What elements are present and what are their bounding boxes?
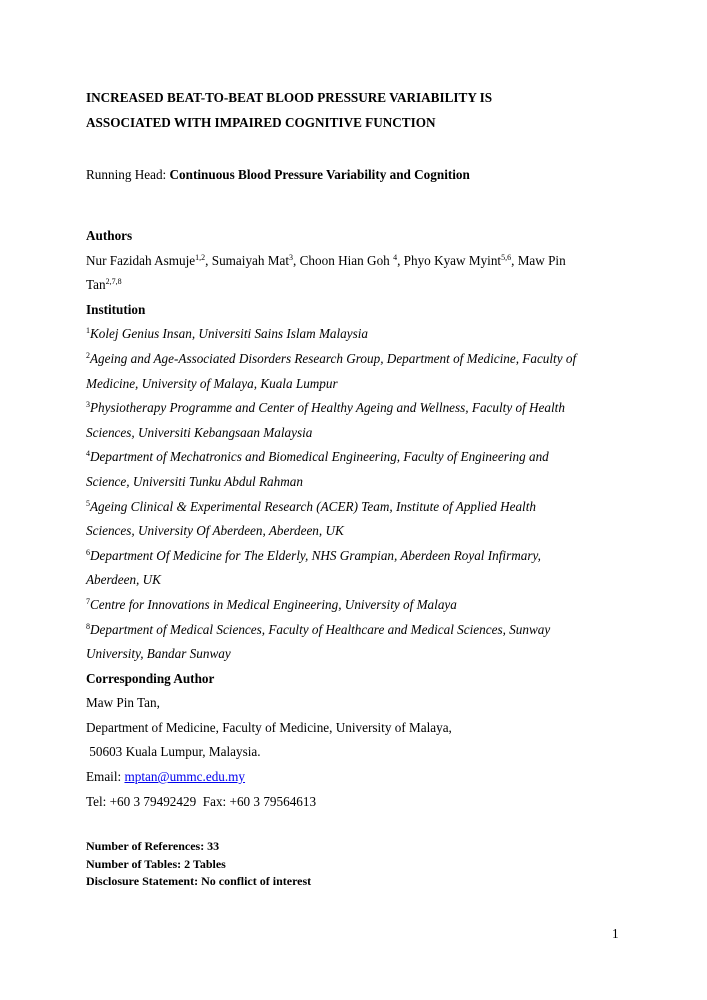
affiliation-list <box>86 322 631 666</box>
affiliation-number: 3 <box>86 400 90 410</box>
author-name: Choon Hian Goh <box>299 252 394 268</box>
author-name: Tan <box>86 277 106 293</box>
institution-heading: Institution <box>86 301 146 317</box>
authors-line-1 <box>86 249 631 274</box>
authors-line-2 <box>86 273 631 298</box>
affiliation-line <box>86 322 631 347</box>
affiliation-line <box>86 421 631 446</box>
affiliation-text: Medicine, University of Malaya, Kuala Lumpur <box>86 375 338 391</box>
affiliation-text: Science, Universiti Tunku Abdul Rahman <box>86 473 303 489</box>
affiliation-number: 6 <box>86 547 90 557</box>
corresponding-heading: Corresponding Author <box>86 670 215 686</box>
affiliation-text: Aberdeen, UK <box>86 572 161 588</box>
affiliation-line <box>86 519 631 544</box>
affiliation-line <box>86 495 631 520</box>
email-link[interactable]: mptan@ummc.edu.my <box>124 769 246 785</box>
running-head <box>86 167 470 183</box>
affiliation-text: Physiotherapy Programme and Center of Healthy Ageing and Wellness, Faculty of Health <box>90 400 565 416</box>
manuscript-stats <box>86 838 311 891</box>
affiliation-text: Department Of Medicine for The Elderly, NHS Grampian, Aberdeen Royal Infirmary, <box>90 547 541 563</box>
author-separator: , <box>293 252 300 268</box>
corresponding-tel: Tel: +60 3 79492429 Fax: +60 3 79564613 <box>86 793 317 809</box>
affiliation-number: 5 <box>86 498 90 508</box>
front-matter <box>86 224 631 814</box>
author-name: Maw Pin <box>517 252 566 268</box>
title-line-2: ASSOCIATED WITH IMPAIRED COGNITIVE FUNCTION <box>86 115 436 130</box>
affiliation-line <box>86 372 631 397</box>
affiliation-number: 8 <box>86 621 90 631</box>
affiliation-text: Sciences, Universiti Kebangsaan Malaysia <box>86 424 313 440</box>
author-name: Phyo Kyaw Myint <box>403 252 502 268</box>
affiliation-number: 2 <box>86 350 90 360</box>
affiliation-text: Department of Mechatronics and Biomedical Engineering, Faculty of Engineering and <box>90 449 549 465</box>
running-head-label: Running Head: <box>86 167 170 182</box>
author-affiliation: 5,6 <box>501 252 512 262</box>
affiliation-text: Sciences, University Of Aberdeen, Aberdeen, UK <box>86 523 344 539</box>
author-separator: , <box>205 252 212 268</box>
author-affiliation: 3 <box>289 252 294 262</box>
email-label: Email: <box>86 769 125 785</box>
tables-count: Number of Tables: 2 Tables <box>86 856 226 871</box>
author-separator: , <box>511 252 518 268</box>
affiliation-line <box>86 347 631 372</box>
disclosure-statement: Disclosure Statement: No conflict of interest <box>86 874 312 888</box>
author-separator: , <box>397 252 404 268</box>
running-head-value: Continuous Blood Pressure Variability and Cognition <box>169 167 470 182</box>
affiliation-text: Kolej Genius Insan, Universiti Sains Islam Malaysia <box>90 326 369 342</box>
affiliation-text: Ageing and Age-Associated Disorders Research Group, Department of Medicine, Faculty of <box>90 350 577 366</box>
affiliation-line <box>86 396 631 421</box>
affiliation-number: 7 <box>86 596 90 606</box>
author-name: Nur Fazidah Asmuje <box>86 252 196 268</box>
corresponding-name: Maw Pin Tan, <box>86 695 160 711</box>
affiliation-number: 1 <box>86 326 90 336</box>
title-line-1: INCREASED BEAT-TO-BEAT BLOOD PRESSURE VARIABILITY IS <box>86 90 493 105</box>
author-name: Sumaiyah Mat <box>211 252 290 268</box>
affiliation-line <box>86 568 631 593</box>
affiliation-text: Department of Medical Sciences, Faculty of Healthcare and Medical Sciences, Sunway <box>90 621 551 637</box>
affiliation-line <box>86 593 631 618</box>
author-affiliation: 1,2 <box>195 252 206 262</box>
affiliation-line <box>86 642 631 667</box>
corresponding-address: 50603 Kuala Lumpur, Malaysia. <box>86 744 261 760</box>
corresponding-email-line <box>86 765 631 790</box>
affiliation-line <box>86 544 631 569</box>
affiliation-text: Ageing Clinical & Experimental Research (ACER) Team, Institute of Applied Health <box>90 498 536 514</box>
affiliation-line <box>86 470 631 495</box>
affiliation-line <box>86 618 631 643</box>
affiliation-text: Centre for Innovations in Medical Engineering, University of Malaya <box>90 596 457 612</box>
references-count: Number of References: 33 <box>86 839 220 853</box>
affiliation-text: University, Bandar Sunway <box>86 646 231 662</box>
corresponding-dept: Department of Medicine, Faculty of Medicine, University of Malaya, <box>86 719 452 735</box>
page-number: 1 <box>612 926 619 941</box>
author-affiliation: 4 <box>393 252 398 262</box>
paper-title <box>86 85 646 135</box>
affiliation-line <box>86 445 631 470</box>
authors-heading: Authors <box>86 228 133 243</box>
affiliation-number: 4 <box>86 449 90 459</box>
author-affiliation: 2,7,8 <box>105 277 122 287</box>
